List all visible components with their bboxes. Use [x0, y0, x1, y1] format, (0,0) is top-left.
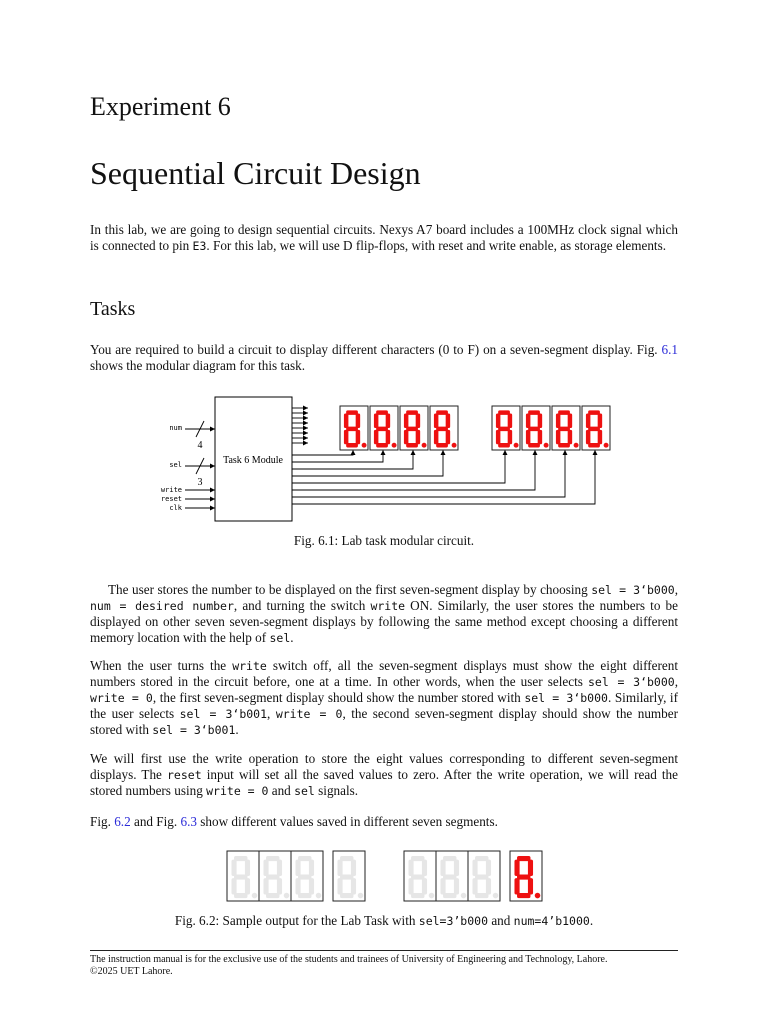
figure-6-2-caption: Fig. 6.2: Sample output for the Lab Task with sel=3’b000 and num=4’b1000.	[174, 913, 594, 928]
footer-divider	[90, 950, 678, 951]
footer-copyright: ©2025 UET Lahore.	[90, 966, 173, 977]
seven-segment-digit-7	[552, 406, 580, 450]
seven-segment-row	[340, 406, 610, 450]
seven-segment-sample-row	[227, 851, 542, 901]
seven-segment-digit-2	[370, 406, 398, 450]
figure-link[interactable]: 6.3	[180, 814, 197, 829]
figure-link[interactable]: 6.1	[661, 342, 678, 357]
figure-link[interactable]: 6.2	[114, 814, 131, 829]
tasks-paragraph	[90, 342, 678, 374]
tasks-heading: Tasks	[90, 298, 136, 320]
seven-segment-digit-4	[430, 406, 458, 450]
tasks-text-2: shows the modular diagram for this task.	[90, 358, 305, 373]
intro-text: In this lab, we are going to design sequential circuits. Nexys A7 board includes a 100MHz clock signal which is connected to pin	[90, 222, 678, 253]
sample-digit-7	[468, 851, 500, 901]
sample-digit-4	[333, 851, 365, 901]
paragraph-write-operation: We will first use the write operation to store the eight values corresponding to different seven-segment displays. The reset input will set all the saved values to zero. After the write operation, we will read the stored numbers using write = 0 and sel signals.	[90, 751, 678, 798]
pin-code: E3	[192, 239, 207, 253]
footer	[90, 954, 678, 978]
input-sel-label: sel	[169, 461, 182, 469]
modular-circuit-diagram	[0, 392, 768, 528]
sample-digit-5	[404, 851, 436, 901]
input-num-label: num	[169, 424, 182, 432]
num-width-label: 4	[197, 440, 203, 451]
paragraph-storage: The user stores the number to be displayed on the first seven-segment display by choosing sel = 3‘b000, num = desired number, and turning the switch write ON. Similarly, the user stores the numbers to be displayed on other seven seven-segment displays by following the same method except choosing a different memory location with the help of sel.	[90, 582, 678, 645]
sample-digit-1	[227, 851, 259, 901]
sel-width-label: 3	[197, 477, 203, 488]
intro-paragraph	[90, 222, 678, 254]
input-clk-label: clk	[169, 504, 182, 512]
module-label: Task 6 Module	[223, 455, 283, 466]
input-write-label: write	[160, 486, 182, 494]
paragraph-figure-refs: Fig. 6.2 and Fig. 6.3 show different values saved in different seven segments.	[90, 814, 498, 829]
seven-segment-digit-5	[492, 406, 520, 450]
seven-segment-digit-3	[400, 406, 428, 450]
seven-segment-digit-6	[522, 406, 550, 450]
tasks-text: You are required to build a circuit to display different characters (0 to F) on a seven-segment display. Fig.	[90, 342, 662, 357]
intro-text-2: . For this lab, we will use D flip-flops, with reset and write enable, as storage elements.	[206, 238, 667, 253]
chapter-title: Sequential Circuit Design	[90, 155, 421, 191]
input-reset-label: reset	[160, 495, 182, 503]
seven-segment-digit-1	[340, 406, 368, 450]
sample-output-display	[0, 848, 768, 904]
figure-6-1-caption: Fig. 6.1: Lab task modular circuit.	[293, 533, 475, 548]
sample-digit-6	[436, 851, 468, 901]
sample-digit-2	[259, 851, 291, 901]
sample-digit-3	[291, 851, 323, 901]
seven-segment-digit-8	[582, 406, 610, 450]
paragraph-readback: When the user turns the write switch off, all the seven-segment displays must show the eight different numbers stored in the circuit before, one at a time. In other words, when the user selects sel = 3‘b000, write = 0, the first seven-segment display should show the number stored with sel = 3‘b000. Similarly, if the user selects sel = 3‘b001, write = 0, the second seven-segment display should show the number stored with sel = 3‘b001.	[90, 658, 679, 737]
sample-digit-8	[510, 851, 542, 901]
chapter-label: Experiment 6	[90, 92, 231, 121]
footer-notice: The instruction manual is for the exclusive use of the students and trainees of University of Engineering and Technology, Lahore.	[90, 954, 608, 965]
